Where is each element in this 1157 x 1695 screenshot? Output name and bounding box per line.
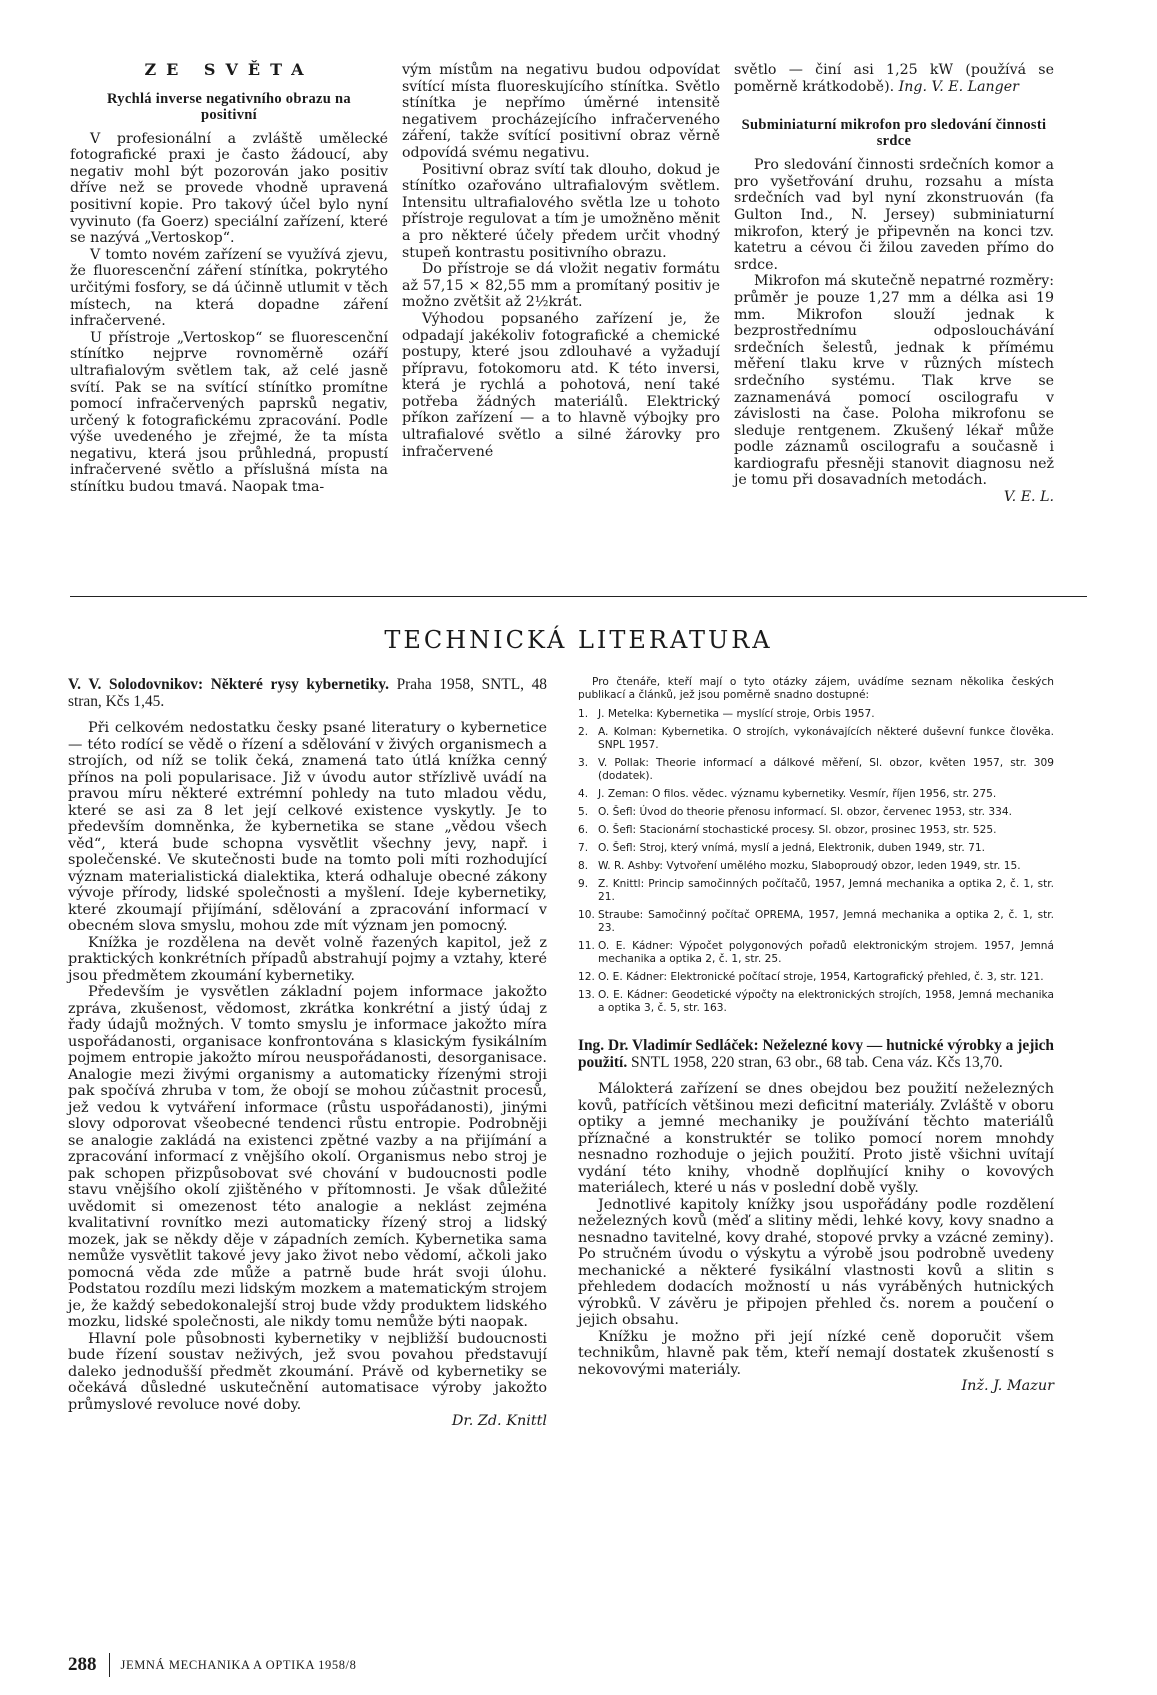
reference-item xyxy=(578,971,1054,984)
article-paragraph: Positivní obraz svítí tak dlouho, dokud je stínítko ozařováno ultrafialovým světlem. Intensitu ultrafialového světla lze u tohoto přístroje regulovat a tím je umožněno měnit a pro některé účely předem určit vhodný stupeň kontrastu positivního obrazu. xyxy=(402,161,720,261)
reference-text: V. Pollak: Theorie informací a dálkové měření, Sl. obzor, květen 1957, str. 309 (dodatek). xyxy=(598,757,1054,782)
reference-number: 6. xyxy=(578,824,589,836)
article-title-inverse: Rychlá inverse negativního obrazu na positivní xyxy=(107,90,351,123)
reference-text: O. Šefl: Úvod do theorie přenosu informací. Sl. obzor, červenec 1953, str. 334. xyxy=(598,806,1012,818)
top-column-3 xyxy=(734,62,1054,506)
review-signature: Dr. Zd. Knittl xyxy=(451,1413,547,1429)
reference-item xyxy=(578,806,1054,819)
reference-item xyxy=(578,860,1054,873)
reference-number: 7. xyxy=(578,842,589,854)
article-title-microphone: Subminiaturní mikrofon pro sledování činnosti srdce xyxy=(741,117,1047,150)
article-paragraph: vým místům na negativu budou odpovídat svítící místa fluoreskujícího stínítka. Světlo stínítka je nepřímo úměrné intensitě negativem procházejícího infračerveného záření, takže svítící positivní obraz věrně odpovídá svému negativu. xyxy=(402,62,720,161)
book-review-heading xyxy=(578,1037,1054,1071)
article-paragraph: Do přístroje se dá vložit negativ formátu až 57,15 × 82,55 mm a promítaný positiv je možno zvětšit až 2½krát. xyxy=(402,261,720,311)
footer-divider xyxy=(109,1653,110,1677)
reference-list xyxy=(578,676,1054,1015)
article-signature: Ing. V. E. Langer xyxy=(898,78,1019,95)
reference-item xyxy=(578,909,1054,935)
journal-name: JEMNÁ MECHANIKA A OPTIKA 1958/8 xyxy=(120,1657,357,1672)
article-paragraph xyxy=(734,62,1054,95)
top-column-1 xyxy=(70,62,388,496)
reference-number: 9. xyxy=(578,878,589,890)
section-title: TECHNICKÁ LITERATURA xyxy=(384,626,773,654)
bottom-column-left xyxy=(68,676,547,1430)
review-paragraph: Při celkovém nedostatku česky psané literatury o kybernetice — této rodící se vědě o řízení a sdělování v živých organismech a strojích, od níž se tolik čeká, znamená tato útlá knížka cenný přínos na poli popularisace. Již v úvodu autor střízlivě uvádí na pravou míru některé extrémní pohledy na tuto mladou vědu, které se asi za 8 let její celkové existence vyskytly. Je to především domněnka, že kybernetika se stane „vědou všech věd“, která bude schopna vysvětlit všechny jevy, např. i společenské. Ve skutečnosti bude na tomto poli míti rozhodující význam materialistická dialektika, která odhaluje obecné zákony vývoje přírody, lidské společnosti a myšlení. Ideje kybernetiky, které zkoumají přijímání, sdělování a zpracování informací v obecném slova smyslu, mohou zde mít význam jen pomocný. xyxy=(68,720,547,934)
reference-text: J. Zeman: O filos. vědec. významu kybernetiky. Vesmír, říjen 1956, str. 275. xyxy=(598,788,997,800)
reference-text: O. E. Kádner: Geodetické výpočty na elektronických strojích, 1958, Jemná mechanika a optika 3, č. 5, str. 163. xyxy=(598,989,1054,1014)
book-title: V. V. Solodovnikov: Některé rysy kybernetiky. xyxy=(68,676,389,693)
reference-items xyxy=(578,708,1054,1015)
reference-number: 1. xyxy=(578,708,589,720)
section-divider xyxy=(70,596,1087,597)
reference-text: O. Šefl: Stroj, který vnímá, myslí a jedná, Elektronik, duben 1949, str. 71. xyxy=(598,842,985,854)
reference-text: W. R. Ashby: Vytvoření umělého mozku, Slaboproudý obzor, leden 1949, str. 15. xyxy=(598,860,1021,872)
reference-item xyxy=(578,842,1054,855)
reference-item xyxy=(578,878,1054,904)
article-paragraph: V tomto novém zařízení se využívá zjevu, že fluorescenční záření stínítka, pokrytého určitými fosfory, se dá účinně utlumit v těch místech, na která dopadne záření infračervené. xyxy=(70,246,388,330)
reference-item xyxy=(578,757,1054,783)
reference-number: 12. xyxy=(578,971,595,983)
reference-text: A. Kolman: Kybernetika. O strojích, vykonávajících některé duševní funkce člověka. SNPL 1957. xyxy=(598,726,1054,751)
review-paragraph: Knížku je možno při její nízké ceně doporučit všem technikům, hlavně pak těm, kteří nemají dostatek zkušeností s nekovovými materiály. xyxy=(578,1328,1054,1378)
reference-item xyxy=(578,788,1054,801)
reference-number: 13. xyxy=(578,989,595,1001)
top-column-2 xyxy=(402,62,720,460)
reference-number: 11. xyxy=(578,940,595,952)
section-header: ZE SVĚTA xyxy=(144,60,314,79)
reference-text: J. Metelka: Kybernetika — myslící stroje, Orbis 1957. xyxy=(598,708,875,720)
reference-item xyxy=(578,940,1054,966)
article-continuation: světlo — činí asi 1,25 kW (používá se poměrně krátkodobě). xyxy=(734,62,1054,95)
review-paragraph: Hlavní pole působnosti kybernetiky v nejbližší budoucnosti bude řízení soustav neživých, jež svou povahou představují daleko jednodušší předmět zkoumání. Právě od kybernetiky se očekává důsledné uskutečnění automatisace výroby jakožto průmyslové revoluce nové doby. xyxy=(68,1330,547,1413)
review-paragraph: Knížka je rozdělena na devět volně řazených kapitol, jež z praktických konkrétních případů abstrahují pojmy a vztahy, které jsou předmětem zkoumání kybernetiky. xyxy=(68,934,547,984)
article-paragraph: U přístroje „Vertoskop“ se fluorescenční stínítko nejprve rovnoměrně ozáří ultrafialovým světlem tak, až celé jasně svítí. Pak se na svítící stínítko promítne pomocí infračervených paprsků negativ, určený k fotografickému zpracování. Podle výše uvedeného je zřejmé, že ta místa negativu, která jsou průhledná, propustí infračervené světlo a příslušná místa na stínítku budou tmavá. Naopak tma- xyxy=(70,329,388,496)
bottom-column-right xyxy=(578,676,1054,1395)
review-paragraph: Jednotlivé kapitoly knížky jsou uspořádány podle rozdělení neželezných kovů (měď a slitiny mědi, lehké kovy, kovy snadno a nesnadno tavitelné, kovy drahé, stopové prvky a vzácné zeminy). Po stručném úvodu o výskytu a výrobě jsou podrobně uvedeny mechanické a některé fysikální vlastnosti kovů a slitin s přehledem dodacích možností u nás vyráběných hutnických výrobků. V závěru je připojen přehled čs. norem a poučení o jejich obsahu. xyxy=(578,1196,1054,1328)
book-details: SNTL 1958, 220 stran, 63 obr., 68 tab. Cena váz. Kčs 13,70. xyxy=(627,1054,1003,1071)
reference-text: O. E. Kádner: Výpočet polygonových pořadů elektronickým strojem. 1957, Jemná mechanika a optika 2, č. 1, str. 25. xyxy=(598,940,1054,965)
reference-text: O. Šefl: Stacionární stochastické procesy. Sl. obzor, prosinec 1953, str. 525. xyxy=(598,824,997,836)
article-paragraph: Mikrofon má skutečně nepatrné rozměry: průměr je pouze 1,27 mm a délka asi 19 mm. Mikrofon slouží jednak k bezprostřednímu odposlouchávání srdečních šelestů, jednak k přímému měření tlaku krve v různých místech srdečního systému. Tlak krve se zaznamenává pomocí oscilografu v závislosti na čase. Poloha mikrofonu se sleduje rentgenem. Zkušený lékař může podle záznamů oscilografu a současně i kardiografu přesněji stanovit diagnosu než je tomu při dosavadních metodách. xyxy=(734,273,1054,489)
reference-item xyxy=(578,708,1054,721)
reference-text: Z. Knittl: Princip samočinných počítačů, 1957, Jemná mechanika a optika 2, č. 1, str. 21. xyxy=(598,878,1054,903)
page-number: 288 xyxy=(68,1654,97,1675)
reference-intro: Pro čtenáře, kteří mají o tyto otázky zájem, uvádíme seznam několika českých publikací a článků, jež jsou poměrně snadno dostupné: xyxy=(578,676,1054,701)
page-footer xyxy=(68,1652,356,1678)
reference-number: 4. xyxy=(578,788,589,800)
reference-number: 10. xyxy=(578,909,595,921)
review-paragraph: Málokterá zařízení se dnes obejdou bez použití neželezných kovů, patřících většinou mezi deficitní materiály. Zvláště v oboru optiky a jemné mechaniky je používání těchto materiálů příznačné a konstruktér se toliko pomocí norem mnohdy nesnadno rozhoduje o jejich použití. Proto jistě všichni uvítají vydání této knihy, vhodně doplňující knihy o kovových materiálech, které u nás v poslední době vyšly. xyxy=(578,1081,1054,1196)
reference-item xyxy=(578,824,1054,837)
book-review-heading xyxy=(68,676,547,710)
reference-item xyxy=(578,989,1054,1015)
book-title: Ing. Dr. Vladimír Sedláček: Neželezné kovy — hutnické výrobky a jejich použití. xyxy=(578,1037,1054,1071)
book-details: Praha 1958, SNTL, 48 stran, Kčs 1,45. xyxy=(68,676,548,710)
article-paragraph: V profesionální a zvláště umělecké fotografické praxi je často žádoucí, aby negativ mohl být pozorován jako positiv dříve než se provede vhodně upravená positivní kopie. Pro takový účel bylo nyní vyvinuto (fa Goerz) speciální zařízení, které se nazývá „Vertoskop“. xyxy=(70,130,388,247)
reference-text: O. E. Kádner: Elektronické počítací stroje, 1954, Kartografický přehled, č. 3, str. 121. xyxy=(598,971,1044,983)
article-paragraph: Výhodou popsaného zařízení je, že odpadají jakékoliv fotografické a chemické postupy, které jsou zdlouhavé a vyžadují přípravu, fotokomoru atd. K této inversi, která je rychlá a pohotová, není také potřeba žádných materiálů. Elektrický příkon zařízení — a to hlavně výbojky pro ultrafialové světlo a silné žárovky pro infračervené xyxy=(402,310,720,460)
reference-number: 2. xyxy=(578,726,589,738)
review-paragraph: Především je vysvětlen základní pojem informace jakožto zpráva, zkušenost, vědomost, zkrátka konkrétní a jistý údaj z řady údajů možných. V tomto smyslu je informace jakožto míra uspořádanosti, organisace konfrontována s klasickým fysikálním pojmem entropie jakožto mírou neuspořádanosti, desorganisace. Analogie mezi živými organismy a automaticky řízenými stroji pak spočívá zhruba v tom, že obojí se mohou zúčastnit procesů, jež vedou k vytváření informace (růstu uspořádanosti), jinými slovy odporovat všeobecné tendenci růstu entropie. Podrobněji se analogie zakládá na existenci zpětné vazby a na přijímání a zpracování informací z vnějšího okolí. Organismus nebo stroj je pak schopen přizpůsobovat své chování v budoucnosti podle stavu vnějšího okolí zjištěného v přítomnosti. Je však důležité uvědomit si omezenost této analogie a neklást zejména kvalitativní rovnítko mezi automaticky řízený stroj a lidský mozek, jak se někdy děje v západních zemích. Kybernetika sama nemůže vysvětlit takové jevy jako život nebo vědomí, ačkoli jako pomocná věda zde může a patrně bude hrát svoji úlohu. Podstatou rozdílu mezi lidským mozkem a matematickým strojem je, že každý sebedokonalejší stroj bude vždy produktem lidského mozku, lidské společnosti, ale nikdy tomu nemůže býti naopak. xyxy=(68,984,547,1330)
article-paragraph: Pro sledování činnosti srdečních komor a pro vyšetřování druhu, rozsahu a místa srdečních vad byl nyní zkonstruován (fa Gulton Ind., N. Jersey) subminiaturní mikrofon, který je připevněn na konci tzv. katetru a cévou či žilou zaveden přímo do srdce. xyxy=(734,157,1054,273)
reference-number: 8. xyxy=(578,860,589,872)
article-signature: V. E. L. xyxy=(1003,489,1054,506)
reference-number: 5. xyxy=(578,806,589,818)
review-signature: Inž. J. Mazur xyxy=(961,1378,1054,1394)
reference-text: Straube: Samočinný počítač OPREMA, 1957, Jemná mechanika a optika 2, č. 1, str. 23. xyxy=(598,909,1054,934)
reference-number: 3. xyxy=(578,757,589,769)
reference-item xyxy=(578,726,1054,752)
